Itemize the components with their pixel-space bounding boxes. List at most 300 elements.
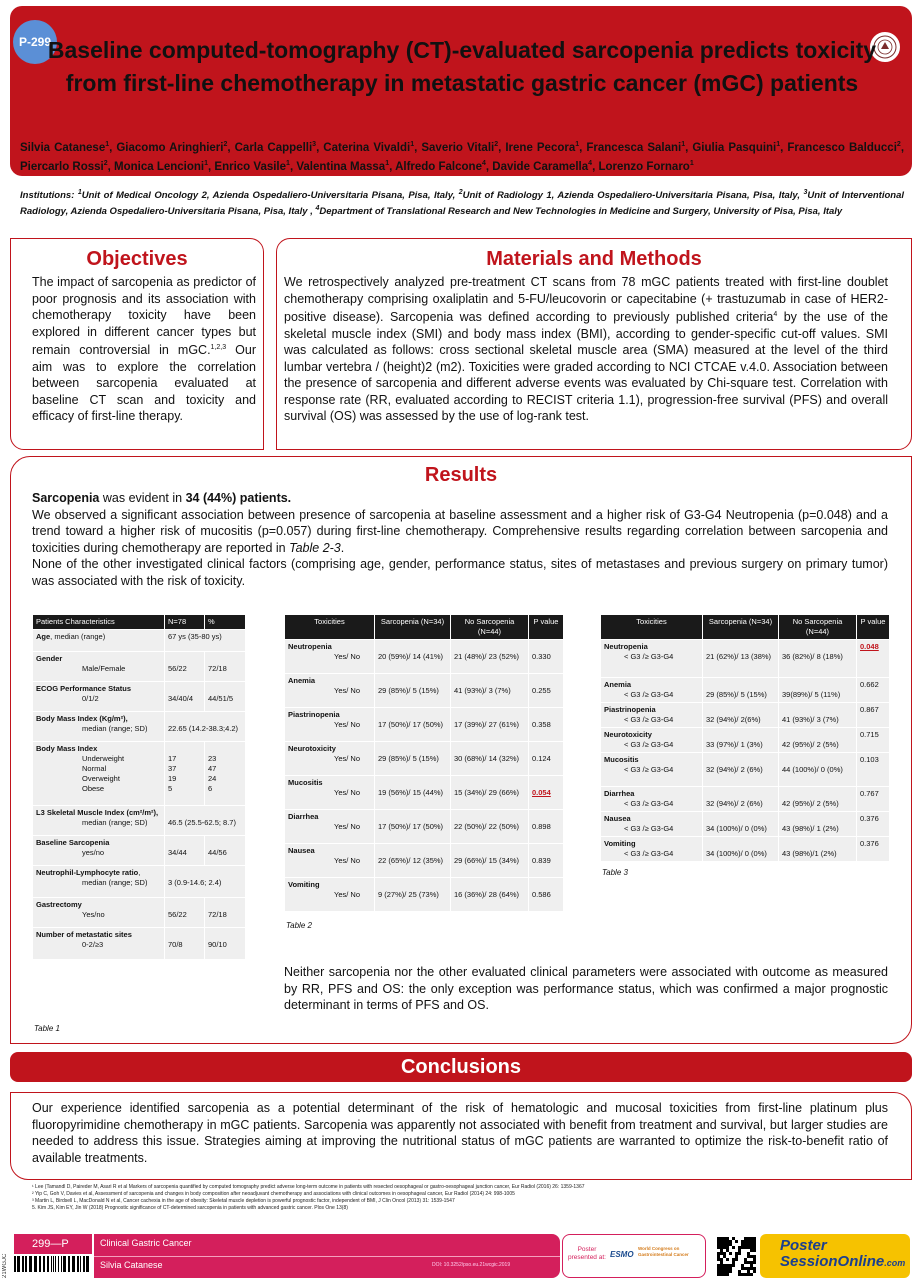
t3-grade-label: < G3 /≥ G3-G4	[624, 765, 674, 774]
t3-pvalue: 0.048	[860, 642, 879, 651]
author-name: Silvia Catanese	[20, 141, 106, 154]
t3-row	[601, 703, 890, 728]
t3-pvalue-cell	[857, 703, 890, 728]
t2-pvalue: 0.255	[532, 686, 551, 695]
t2-header-toxicities: Toxicities	[285, 615, 375, 640]
table1-caption: Table 1	[34, 1024, 60, 1033]
t3-toxicity	[601, 728, 703, 753]
t2-toxicity-name: Neutropenia	[288, 642, 332, 651]
t3-grade-label: < G3 /≥ G3-G4	[624, 824, 674, 833]
t2-pvalue-cell	[529, 640, 564, 674]
t3-sarcopenia: 32 (94%)/ 2(6%)	[706, 715, 761, 724]
t1-sublabel: 0-2/≥3	[82, 940, 104, 949]
t2-sarcopenia: 9 (27%)/ 25 (73%)	[378, 890, 439, 899]
author-name: Giulia Pasquini	[692, 141, 777, 154]
t3-row	[601, 753, 890, 787]
t1-n-cell	[165, 682, 205, 712]
t1-row	[33, 630, 246, 652]
t2-grade-label: Yes/ No	[334, 686, 360, 695]
t3-toxicity	[601, 640, 703, 678]
t2-sarcopenia-cell	[375, 742, 451, 776]
t3-toxicity-name: Anemia	[604, 680, 632, 689]
t2-no-sarcopenia-cell	[451, 742, 529, 776]
t3-sarcopenia-cell	[703, 728, 779, 753]
author-list: Silvia Catanese$^1$, Giacomo Aringhieri$^2$, Carla Cappelli$^3$, Caterina Vivaldi$^1$, Saverio Vitali$^2$, Irene Pecora$^1$, Francesca Salani$^1$, Giulia Pasquini$^1$, Francesco Balducci$^2$, Piercarlo Rossi$^2$, Monica Lencioni$^1$, Enrico Vasile$^1$, Valentina Massa$^1$, Alfredo Falcone$^4$, Davide Caramella$^4$, Lorenzo Fornaro$^1$	[20, 141, 905, 173]
t3-pvalue: 0.376	[860, 839, 879, 848]
t2-sarcopenia: 29 (85%)/ 5 (15%)	[378, 754, 439, 763]
t2-toxicity-name: Mucositis	[288, 778, 323, 787]
institution-number: 4	[315, 205, 320, 213]
t3-no-sarcopenia: 42 (95%)/ 2 (5%)	[782, 799, 839, 808]
t2-no-sarcopenia: 21 (48%)/ 23 (52%)	[454, 652, 520, 661]
t2-sarcopenia: 17 (50%)/ 17 (50%)	[378, 720, 444, 729]
t3-sarcopenia-cell	[703, 812, 779, 837]
institutions	[20, 186, 904, 218]
t1-n-cell	[165, 836, 205, 866]
t3-grade-label: < G3 /≥ G3-G4	[624, 690, 674, 699]
t2-toxicity	[285, 742, 375, 776]
author-affiliation: 1	[286, 159, 290, 167]
t1-n-value: 34/44	[168, 848, 187, 857]
t1-n-value: 34/40/4	[168, 694, 194, 703]
t1-sublabel: Normal	[82, 764, 107, 773]
t3-row	[601, 728, 890, 753]
t1-n-cell	[165, 866, 246, 898]
t3-header-toxicities: Toxicities	[601, 615, 703, 640]
t1-pct-cell	[205, 742, 246, 806]
t2-no-sarcopenia-cell	[451, 810, 529, 844]
institution-number: 3	[803, 189, 808, 196]
t3-sarcopenia-cell	[703, 640, 779, 678]
t2-row	[285, 640, 564, 674]
t2-no-sarcopenia: 22 (50%)/ 22 (50%)	[454, 822, 520, 831]
t3-toxicity-name: Neurotoxicity	[604, 730, 652, 739]
t1-characteristic	[33, 866, 165, 898]
t2-header-sarcopenia: Sarcopenia (N=34)	[375, 615, 451, 640]
t3-pvalue-cell	[857, 812, 890, 837]
t2-row	[285, 674, 564, 708]
t3-no-sarcopenia: 42 (95%)/ 2 (5%)	[782, 740, 839, 749]
t1-pct-value: 90/10	[208, 940, 227, 949]
t1-header-n: N=78	[165, 615, 205, 630]
t1-label: L3 Skeletal Muscle Index (cm²/m²),	[36, 808, 159, 817]
t2-sarcopenia: 17 (50%)/ 17 (50%)	[378, 822, 444, 831]
objectives-heading: Objectives	[86, 248, 188, 270]
t1-row	[33, 742, 246, 806]
t1-label: Gastrectomy	[36, 900, 82, 909]
t2-header-no-sarcopenia: No Sarcopenia (N=44)	[451, 615, 529, 640]
t3-sarcopenia: 29 (85%)/ 5 (15%)	[706, 690, 767, 699]
t3-grade-label: < G3 /≥ G3-G4	[624, 715, 674, 724]
t2-toxicity	[285, 810, 375, 844]
institution-name: Unit of Medical Oncology 2, Azienda Ospedaliero-Universitaria Pisana, Pisa, Italy,	[81, 190, 459, 202]
footer-doi: DOI: 10.3252/pso.eu.21wcgic.2019	[432, 1262, 511, 1268]
t3-header-no-sarcopenia: No Sarcopenia (N=44)	[779, 615, 857, 640]
t2-pvalue: 0.054	[532, 788, 551, 797]
t2-no-sarcopenia-cell	[451, 708, 529, 742]
author-affiliation: 1	[776, 141, 781, 148]
t1-pct-value: 24	[208, 774, 217, 783]
t1-n-value: 56/22	[168, 664, 187, 673]
t2-no-sarcopenia-cell	[451, 844, 529, 878]
author-name: Valentina Massa	[296, 160, 386, 173]
t2-pvalue-cell	[529, 742, 564, 776]
t3-toxicity	[601, 812, 703, 837]
t2-sarcopenia: 20 (59%)/ 14 (41%)	[378, 652, 444, 661]
t1-characteristic	[33, 682, 165, 712]
t1-row	[33, 898, 246, 928]
t2-row	[285, 878, 564, 912]
t2-no-sarcopenia: 17 (39%)/ 27 (61%)	[454, 720, 520, 729]
author-name: Piercarlo Rossi	[20, 160, 104, 173]
t1-sublabel: yes/no	[82, 848, 105, 857]
t2-pvalue-cell	[529, 674, 564, 708]
t2-no-sarcopenia-cell	[451, 776, 529, 810]
t3-pvalue-cell	[857, 728, 890, 753]
t3-row	[601, 640, 890, 678]
t3-pvalue-cell	[857, 640, 890, 678]
t2-sarcopenia-cell	[375, 878, 451, 912]
author-name: Francesco Balducci	[787, 141, 897, 154]
t1-n-cell	[165, 712, 246, 742]
t3-row	[601, 837, 890, 862]
t2-grade-label: Yes/ No	[334, 652, 360, 661]
author-affiliation: 1	[575, 141, 580, 148]
t3-sarcopenia-cell	[703, 678, 779, 703]
t2-no-sarcopenia: 15 (34%)/ 29 (66%)	[454, 788, 520, 797]
t2-pvalue: 0.586	[532, 890, 551, 899]
t2-no-sarcopenia: 16 (36%)/ 28 (64%)	[454, 890, 520, 899]
t3-no-sarcopenia-cell	[779, 812, 857, 837]
t3-toxicity	[601, 753, 703, 787]
patient-characteristics-table	[32, 614, 246, 960]
t1-label: Neutrophil-Lymphocyte ratio	[36, 868, 139, 877]
t3-grade-label: < G3 /≥ G3-G4	[624, 799, 674, 808]
t3-header-pvalue: P value	[857, 615, 890, 640]
t3-grade-label: < G3 /≥ G3-G4	[624, 652, 674, 661]
t2-pvalue-cell	[529, 844, 564, 878]
t2-toxicity	[285, 844, 375, 878]
t2-pvalue-cell	[529, 708, 564, 742]
t1-characteristic	[33, 898, 165, 928]
t1-n-cell	[165, 652, 205, 682]
t1-label: Age	[36, 632, 51, 641]
t1-n-value: 5	[168, 784, 173, 793]
reference-item: ¹ Lee (Tamandl D, Paireder M, Asari R et al Markers of sarcopenia quantified by computed tomography predict adverse long-term outcome in patients with resected oesophageal or gastro-oesophageal junction cancer, Eur Radiol (2016) 26: 1359-1367	[32, 1184, 585, 1190]
t2-toxicity-name: Nausea	[288, 846, 315, 855]
t1-n-value: 19	[168, 774, 177, 783]
t2-row	[285, 810, 564, 844]
t1-n-value: 56/22	[168, 910, 187, 919]
t1-characteristic	[33, 712, 165, 742]
t1-row	[33, 712, 246, 742]
t3-grade-label: < G3 /≥ G3-G4	[624, 849, 674, 858]
t3-toxicity	[601, 703, 703, 728]
author-affiliation: 2	[494, 141, 499, 148]
t1-label-rest: , median (range)	[50, 632, 106, 641]
t2-grade-label: Yes/ No	[334, 720, 360, 729]
author-affiliation: 1	[204, 159, 209, 167]
t2-no-sarcopenia-cell	[451, 878, 529, 912]
author-affiliation: 3	[312, 141, 317, 148]
t3-pvalue-cell	[857, 787, 890, 812]
institution-name: Department of Translational Research and New Technologies in Medicine and Surgery, University of Pisa, Pisa, Italy	[319, 206, 843, 218]
t3-no-sarcopenia: 44 (100%)/ 0 (0%)	[782, 765, 843, 774]
methods-heading: Materials and Methods	[486, 248, 702, 270]
t1-sublabel: 0/1/2	[82, 694, 99, 703]
t1-sublabel: Obese	[82, 784, 105, 793]
results-text: Sarcopenia was evident in 34 (44%) patients. We observed a significant association between presence of sarcopenia at baseline assessment and a higher risk of G3-G4 Neutropenia (p=0.048) and a trend toward a higher risk of mucositis (p=0.057) during first-line chemotherapy. Comprehensive results regarding correlation between sarcopenia and toxicities during chemotherapy are reported in Table 2-3. None of the other investigated clinical factors (comprising age, gender, performance status, sites of metastases and previous surgery on primary tumor) was associated with the risk of toxicity.	[32, 491, 888, 588]
references	[32, 1184, 892, 1212]
qr-code-icon[interactable]	[716, 1236, 756, 1276]
t2-row	[285, 776, 564, 810]
t3-no-sarcopenia-cell	[779, 787, 857, 812]
t3-toxicity	[601, 787, 703, 812]
t3-pvalue: 0.867	[860, 705, 879, 714]
t3-sarcopenia: 33 (97%)/ 1 (3%)	[706, 740, 763, 749]
author-affiliation: 4	[588, 159, 593, 167]
t1-label: Gender	[36, 654, 63, 663]
poster-badge: P-299	[13, 20, 57, 64]
t1-row	[33, 682, 246, 712]
t2-sarcopenia-cell	[375, 776, 451, 810]
conclusions-heading: Conclusions	[10, 1052, 912, 1082]
t1-row	[33, 652, 246, 682]
t1-pct-value: 44/56	[208, 848, 227, 857]
author-affiliation: 4	[481, 159, 486, 167]
t2-grade-label: Yes/ No	[334, 822, 360, 831]
t1-pct-cell	[205, 898, 246, 928]
t3-row	[601, 678, 890, 703]
t1-n-value: 67 ys (35-80 ys)	[168, 632, 222, 641]
t1-label: Body Mass Index (Kg/m²),	[36, 714, 128, 723]
t3-pvalue-cell	[857, 753, 890, 787]
author-name: Caterina Vivaldi	[323, 141, 411, 154]
t1-row	[33, 806, 246, 836]
t1-sublabel: Male/Female	[82, 664, 126, 673]
t2-pvalue: 0.330	[532, 652, 551, 661]
institution-number: 1	[77, 189, 82, 196]
t1-characteristic	[33, 630, 165, 652]
t3-no-sarcopenia-cell	[779, 703, 857, 728]
t3-sarcopenia-cell	[703, 787, 779, 812]
toxicity-table-grade3	[600, 614, 890, 862]
institutions-lead: Institutions:	[20, 190, 78, 202]
t2-no-sarcopenia: 29 (66%)/ 15 (34%)	[454, 856, 520, 865]
t2-toxicity-name: Neurotoxicity	[288, 744, 336, 753]
author-affiliation: 1	[385, 159, 390, 167]
t2-grade-label: Yes/ No	[334, 788, 360, 797]
t3-sarcopenia-cell	[703, 703, 779, 728]
t1-sublabel: Yes/no	[82, 910, 105, 919]
toxicity-table-any-grade	[284, 614, 564, 912]
t1-n-cell	[165, 928, 205, 960]
t2-pvalue-cell	[529, 878, 564, 912]
t3-toxicity-name: Neutropenia	[604, 642, 648, 651]
author-affiliation: 2	[103, 159, 108, 167]
author-name: Monica Lencioni	[114, 160, 205, 173]
t1-label-rest: ,	[138, 868, 141, 877]
t3-pvalue: 0.376	[860, 814, 879, 823]
methods-text: We retrospectively analyzed pre-treatment CT scans from 78 mGC patients treated with first-line doublet chemotherapy comprising oxaliplatin and 5-FU/leucovorin or capecitabine (+ trastuzumab in case of HER2-positive disease). Sarcopenia was defined according to previously published criteria$^4$ by the use of the skeletal muscle index (SMI) and body mass index (BMI), according to gender-specific cut-off values. SMI was calculated as follows: cross sectional skeletal muscle area (SMA) measured at the level of the third lumbar vertebra / (height)2 (m2). Toxicities were graded according to NCI CTCAE v.4.0. Association between the presence of sarcopenia and different adverse events was evaluated by Chi-square test. Correlation with response rate (RR, evaluated according to RECIST criteria 1.1), progression-free survival (PFS) and overall survival (OS) was assessed by the use of log-rank test.	[284, 275, 888, 424]
t1-sublabel: Underweight	[82, 754, 125, 763]
t3-toxicity	[601, 678, 703, 703]
t3-no-sarcopenia: 43 (98%)/ 1 (2%)	[782, 824, 839, 833]
t2-pvalue-cell	[529, 810, 564, 844]
t1-n-value: 3 (0.9-14.6; 2.4)	[168, 878, 222, 887]
table3-caption: Table 3	[602, 868, 628, 877]
author-name: Alfredo Falcone	[395, 160, 482, 173]
objectives-text: The impact of sarcopenia as predictor of poor prognosis and its association with chemotherapy toxicity have been explored in different cancer types but remain controversial in mGC.$^{1,2,3}$ Our aim was to explore the correlation between sarcopenia evaluated at baseline CT scan and toxicity and efficacy of first-line therapy.	[32, 275, 256, 424]
t2-toxicity	[285, 776, 375, 810]
t1-pct-cell	[205, 682, 246, 712]
t2-toxicity-name: Vomiting	[288, 880, 320, 889]
t2-toxicity	[285, 640, 375, 674]
t1-n-value: 17	[168, 754, 177, 763]
t1-characteristic	[33, 806, 165, 836]
reference-item: ³ Martin L, Birdsell L, MacDonald N et al, Cancer cachexia in the age of obesity: Skeletal muscle depletion is powerful prognostic factor, independent of BMI, J Clin Oncol (2013) 31: 1539-1547	[32, 1198, 455, 1204]
t1-characteristic	[33, 928, 165, 960]
t3-no-sarcopenia: 39(89%)/ 5 (11%)	[782, 690, 841, 699]
t1-row	[33, 836, 246, 866]
results-heading: Results	[424, 464, 498, 486]
t3-pvalue: 0.662	[860, 680, 879, 689]
footer-presented: Poster presented at:	[568, 1246, 606, 1261]
t1-pct-value: 47	[208, 764, 217, 773]
t2-pvalue: 0.358	[532, 720, 551, 729]
t2-pvalue: 0.124	[532, 754, 551, 763]
t3-toxicity-name: Mucositis	[604, 755, 639, 764]
t1-characteristic	[33, 742, 165, 806]
institution-name: Unit of Interventional Radiology, Azienda Ospedaliero-Universitaria Pisana, Pisa, Italy ,	[20, 190, 904, 218]
t3-toxicity-name: Piastrinopenia	[604, 705, 656, 714]
t2-row	[285, 708, 564, 742]
t3-toxicity	[601, 837, 703, 862]
t3-pvalue: 0.103	[860, 755, 879, 764]
t2-pvalue: 0.898	[532, 822, 551, 831]
t3-no-sarcopenia-cell	[779, 753, 857, 787]
t1-header-characteristics: Patients Characteristics	[33, 615, 165, 630]
t2-toxicity	[285, 674, 375, 708]
author-name: Davide Caramella	[492, 160, 589, 173]
t3-pvalue: 0.767	[860, 789, 879, 798]
t1-row	[33, 928, 246, 960]
reference-item: 5. Kim JS, Kim EY, Jin W (2018) Prognostic significance of CT-determined sarcopenia in patients with advanced gastric cancer. Plos One 13(8)	[32, 1205, 348, 1211]
t1-sublabel: Overweight	[82, 774, 120, 783]
author-name: Giacomo Aringhieri	[116, 141, 224, 154]
t2-sarcopenia-cell	[375, 844, 451, 878]
t2-no-sarcopenia-cell	[451, 640, 529, 674]
t1-characteristic	[33, 652, 165, 682]
poster-title: Baseline computed-tomography (CT)-evaluated sarcopenia predicts toxicity from first-line chemotherapy in metastatic gastric cancer (mGC) patients	[47, 37, 877, 96]
t1-n-value: 22.65 (14.2-38.3;4.2)	[168, 724, 239, 733]
t3-no-sarcopenia-cell	[779, 678, 857, 703]
t1-n-value: 37	[168, 764, 177, 773]
t2-no-sarcopenia: 30 (68%)/ 14 (32%)	[454, 754, 520, 763]
t1-header-pct: %	[205, 615, 246, 630]
conclusions-text: Our experience identified sarcopenia as a potential determinant of the risk of hematologic and mucosal toxicities from first-line platinum plus fluoropyrimidine chemotherapy in mGC patients. Sarcopenia was apparently not associated with benefit from treatment and survival, but larger studies are needed to address this issue. Strategies aiming at improving the nutritional status of mGC patients are warranted to optimize the risk-to-benefit ratio of available treatments.	[32, 1101, 888, 1165]
t2-toxicity	[285, 878, 375, 912]
t3-no-sarcopenia-cell	[779, 640, 857, 678]
footer-author: Silvia Catanese	[100, 1260, 163, 1270]
t2-sarcopenia: 29 (85%)/ 5 (15%)	[378, 686, 439, 695]
author-name: Saverio Vitali	[421, 141, 495, 154]
t1-label: ECOG Performance Status	[36, 684, 132, 693]
t2-sarcopenia-cell	[375, 674, 451, 708]
postersessiononline-logo[interactable]: Poster SessionOnline.com	[760, 1234, 910, 1278]
t3-row	[601, 812, 890, 837]
t3-header-sarcopenia: Sarcopenia (N=34)	[703, 615, 779, 640]
t1-sublabel: median (range; SD)	[82, 818, 148, 827]
t1-pct-value: 6	[208, 784, 213, 793]
t2-no-sarcopenia-cell	[451, 674, 529, 708]
t1-n-cell	[165, 806, 246, 836]
t2-pvalue: 0.839	[532, 856, 551, 865]
t2-sarcopenia-cell	[375, 708, 451, 742]
t1-n-value: 46.5 (25.5-62.5; 8.7)	[168, 818, 236, 827]
t1-sublabel: median (range; SD)	[82, 724, 148, 733]
author-affiliation: 2	[223, 141, 228, 148]
t3-no-sarcopenia: 43 (98%)/1 (2%)	[782, 849, 837, 858]
t1-n-cell	[165, 630, 246, 652]
t1-n-cell	[165, 742, 205, 806]
t1-pct-value: 23	[208, 754, 217, 763]
t3-pvalue: 0.715	[860, 730, 879, 739]
congress-logo: World Congress on Gastrointestinal Cancer	[638, 1246, 689, 1257]
t3-no-sarcopenia-cell	[779, 837, 857, 862]
t2-no-sarcopenia: 41 (93%)/ 3 (7%)	[454, 686, 511, 695]
t3-grade-label: < G3 /≥ G3-G4	[624, 740, 674, 749]
author-affiliation: 1	[105, 141, 110, 148]
t2-grade-label: Yes/ No	[334, 856, 360, 865]
t3-pvalue-cell	[857, 837, 890, 862]
t3-toxicity-name: Nausea	[604, 814, 631, 823]
t3-sarcopenia: 34 (100%)/ 0 (0%)	[706, 824, 767, 833]
t3-no-sarcopenia: 36 (82%)/ 8 (18%)	[782, 652, 843, 661]
esmo-logo: ESMO	[610, 1250, 634, 1259]
footer	[0, 1232, 924, 1280]
t1-pct-cell	[205, 928, 246, 960]
t2-sarcopenia: 19 (56%)/ 15 (44%)	[378, 788, 444, 797]
t3-sarcopenia: 32 (94%)/ 2 (6%)	[706, 765, 763, 774]
t2-grade-label: Yes/ No	[334, 754, 360, 763]
author-affiliation: 1	[689, 159, 694, 167]
t1-n-value: 70/8	[168, 940, 183, 949]
t2-row	[285, 742, 564, 776]
t1-pct-value: 72/18	[208, 664, 227, 673]
author-name: Lorenzo Fornaro	[598, 160, 690, 173]
t3-sarcopenia-cell	[703, 837, 779, 862]
t1-pct-value: 44/51/5	[208, 694, 234, 703]
author-name: Enrico Vasile	[214, 160, 287, 173]
author-affiliation: 1	[410, 141, 415, 148]
t3-sarcopenia: 32 (94%)/ 2 (6%)	[706, 799, 763, 808]
reference-item: ² Yip C, Goh V, Davies et al, Assessment of sarcopenia and changes in body composition after neoadjuvant chemotherapy and associations with clinical outcomes in oesophageal cancer, Eur Radiol (2014) 24: 998-1005	[32, 1191, 515, 1197]
t1-characteristic	[33, 836, 165, 866]
institution-number: 2	[458, 189, 463, 196]
t2-row	[285, 844, 564, 878]
t1-row	[33, 866, 246, 898]
t1-label: Body Mass Index	[36, 744, 98, 753]
t3-row	[601, 787, 890, 812]
footer-side-code: 21WGJC	[2, 1253, 8, 1278]
t3-toxicity-name: Diarrhea	[604, 789, 635, 798]
barcode-icon	[14, 1256, 92, 1276]
t1-pct-value: 72/18	[208, 910, 227, 919]
footer-poster-id: 299—P	[14, 1234, 92, 1254]
t2-pvalue-cell	[529, 776, 564, 810]
t1-n-cell	[165, 898, 205, 928]
